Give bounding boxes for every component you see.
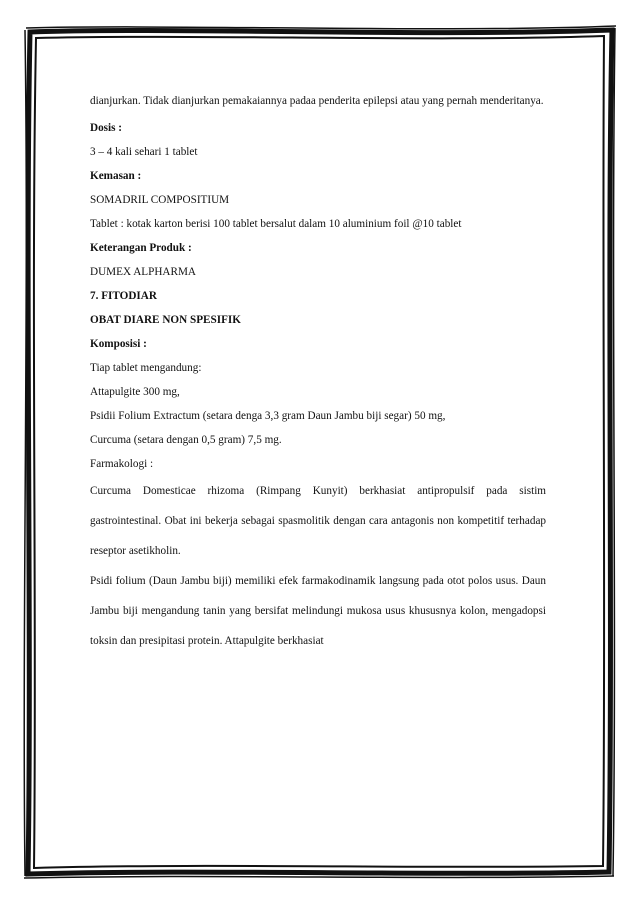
dosis-heading: Dosis : xyxy=(90,122,123,134)
kemasan-heading: Kemasan : xyxy=(90,170,142,182)
komposisi-heading: Komposisi : xyxy=(90,338,147,350)
farmakologi-paragraph-1: Curcuma Domesticae rhizoma (Rimpang Kunyit) berkhasiat antipropulsif pada sistim gastrointestinal. Obat ini bekerja sebagai spasmolitik dengan cara antagonis non kompetitif terhadap reseptor asetikholin. xyxy=(90,485,546,557)
produk-heading: Keterangan Produk : xyxy=(90,242,192,254)
item-subheading: OBAT DIARE NON SPESIFIK xyxy=(90,314,241,326)
farmakologi-paragraph-2: Psidi folium (Daun Jambu biji) memiliki efek farmakodinamik langsung pada otot polos usus. Daun Jambu biji mengandung tanin yang bersifat melindungi mukosa usus khususnya kolon, mengadopsi toksin dan presipitasi protein. Attapulgite berkhasiat xyxy=(90,575,546,647)
item-heading: 7. FITODIAR xyxy=(90,290,157,302)
kemasan-name: SOMADRIL COMPOSITIUM xyxy=(90,194,230,206)
komposisi-line-2: Attapulgite 300 mg, xyxy=(90,386,180,398)
komposisi-line-1: Tiap tablet mengandung: xyxy=(90,362,202,374)
document-body xyxy=(90,86,546,656)
kemasan-text: Tablet : kotak karton berisi 100 tablet bersalut dalam 10 aluminium foil @10 tablet xyxy=(90,218,462,230)
farmakologi-heading: Farmakologi : xyxy=(90,458,154,470)
dosis-text: 3 – 4 kali sehari 1 tablet xyxy=(90,146,198,158)
komposisi-line-3: Psidii Folium Extractum (setara denga 3,3 gram Daun Jambu biji segar) 50 mg, xyxy=(90,410,446,422)
komposisi-line-4: Curcuma (setara dengan 0,5 gram) 7,5 mg. xyxy=(90,434,282,446)
intro-paragraph: dianjurkan. Tidak dianjurkan pemakaiannya padaa penderita epilepsi atau yang pernah menderitanya. xyxy=(90,95,544,107)
produk-text: DUMEX ALPHARMA xyxy=(90,266,196,278)
